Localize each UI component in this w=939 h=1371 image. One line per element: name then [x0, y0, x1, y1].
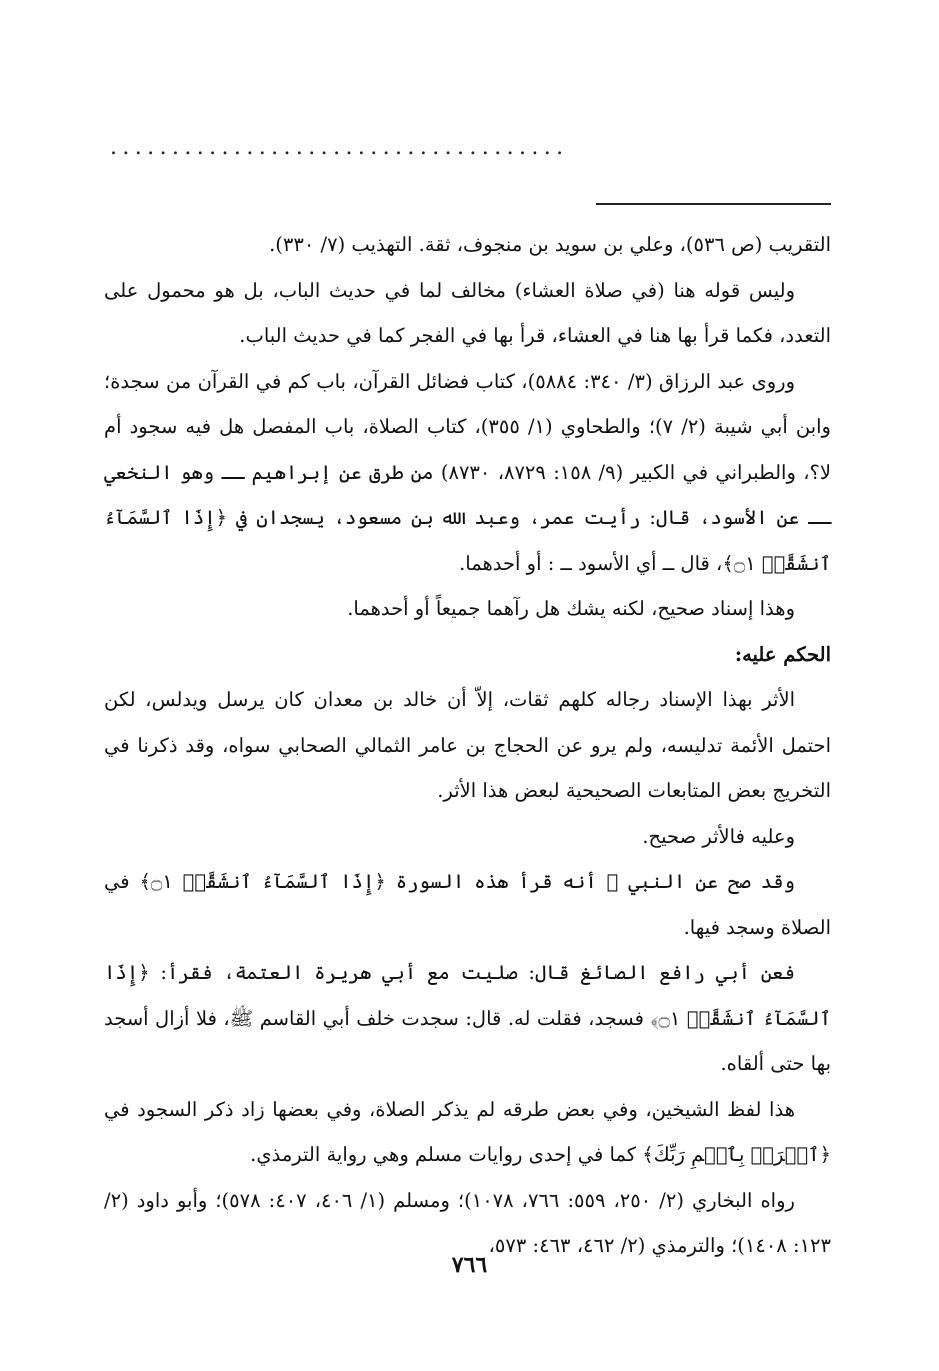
section-heading: الحكم عليه: — [734, 642, 831, 666]
paragraph-9: هذا لفظ الشيخين، وفي بعض طرقه لم يذكر الصلاة، وفي بعضها زاد ذكر السجود في ﴿ٱقۡرَأۡ بِٱسۡمِ رَبِّكَ﴾ كما في إحدى روايات مسلم وهي رواية الترمذي. — [104, 1097, 831, 1166]
paragraph-3: وروى عبد الرزاق (٣/ ٣٤٠: ٥٨٨٤)، كتاب فضائل القرآن، باب كم في القرآن من سجدة؛ وابن أبي شيبة (٢/ ٧)؛ والطحاوي (١/ ٣٥٥)، كتاب الصلاة، باب المفصل هل فيه سجود أم لا؟، والطبراني في الكبير (٩/ ١٥٨: ٨٧٢٩، ٨٧٣٠) من طرق عن إبراهيم ــ وهو النخعي ــ عن الأسود، قال: رأيت عمر، وعبد الله بن مسعود، يسجدان في ﴿إِذَا ٱلسَّمَآءُ ٱنشَقَّتۡ ۝١﴾، قال ــ أي الأسود ــ : أو أحدهما. — [104, 369, 831, 575]
header-dotted-separator: ..................................... — [110, 138, 569, 158]
paragraph-7: وقد صح عن النبي ﷺ أنه قرأ هذه السورة ﴿إِذَا ٱلسَّمَآءُ ٱنشَقَّتۡ ۝١﴾ في الصلاة وسجد فيها. — [104, 870, 831, 939]
paragraph-5: الأثر بهذا الإسناد رجاله كلهم ثقات، إلاّ أن خالد بن معدان كان يرسل ويدلس، لكن احتمل الأئمة تدليسه، ولم يرو عن الحجاج بن عامر الثمالي الصحابي سواه، وقد ذكرنا في التخريج بعض المتابعات الصحيحية لبعض هذا الأثر. — [104, 688, 831, 802]
footnote-rule — [596, 203, 831, 205]
paragraph-10: رواه البخاري (٢/ ٢٥٠، ٥٥٩: ٧٦٦، ١٠٧٨)؛ ومسلم (١/ ٤٠٦، ٤٠٧: ٥٧٨)؛ وأبو داود (٢/ ١٢٣: ١٤٠٨)؛ والترمذي (٢/ ٤٦٢، ٤٦٣: ٥٧٣، — [104, 1188, 831, 1257]
paragraph-2: وليس قوله هنا (في صلاة العشاء) مخالف لما في حديث الباب، بل هو محمول على التعدد، فكما قرأ بها هنا في العشاء، قرأ بها في الفجر كما في حديث الباب. — [104, 278, 831, 347]
paragraph-6: وعليه فالأثر صحيح. — [642, 824, 795, 848]
paragraph-4: وهذا إسناد صحيح، لكنه يشك هل رآهما جميعاً أو أحدهما. — [347, 597, 795, 620]
paragraph-1: التقريب (ص ٥٣٦)، وعلي بن سويد بن منجوف، ثقة. التهذيب (٧/ ٣٣٠). — [269, 233, 831, 256]
footnote-body — [104, 222, 831, 1269]
paragraph-8: فعن أبي رافع الصائغ قال: صليت مع أبي هريرة العتمة، فقرأ: ﴿إِذَا ٱلسَّمَآءُ ٱنشَقَّتۡ ۝١﴾ فسجد، فقلت له. قال: سجدت خلف أبي القاسم ﷺ، فلا أزال أسجد بها حتى ألقاه. — [104, 961, 832, 1075]
page-number: ٧٦٦ — [451, 1252, 488, 1278]
